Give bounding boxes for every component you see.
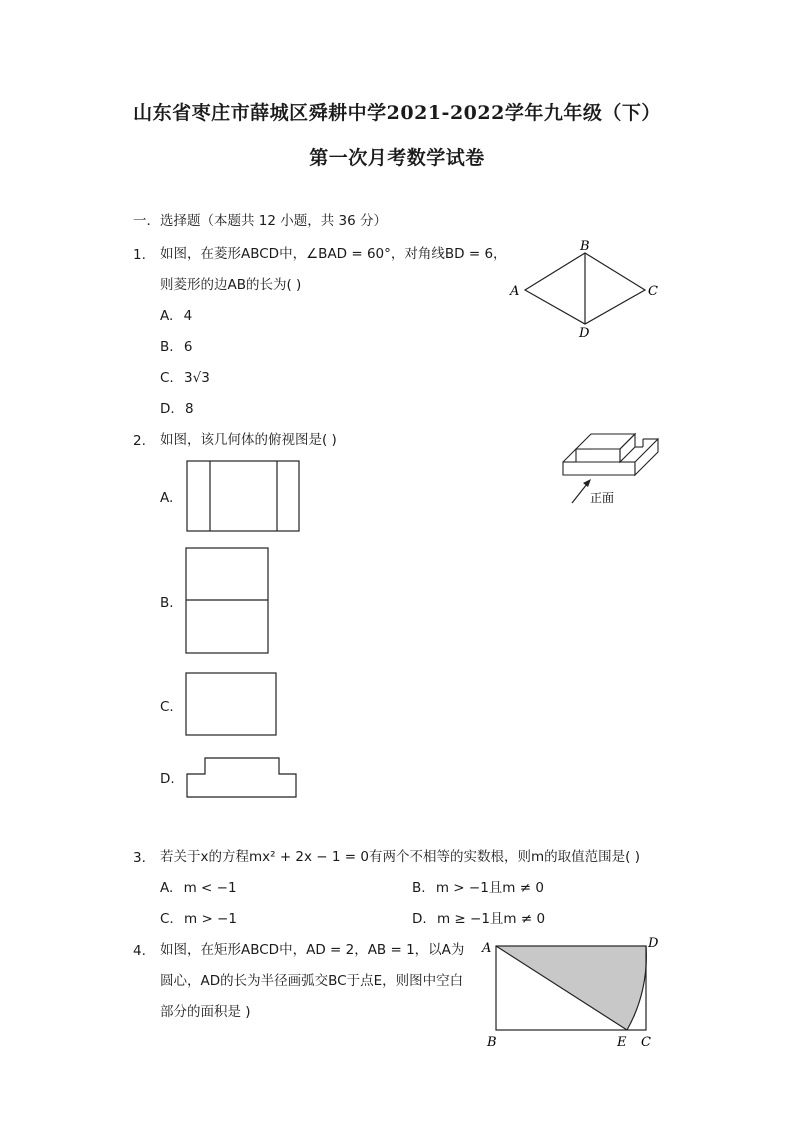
q2-option-b-figure[interactable]	[185, 547, 271, 657]
exam-title-line2: 第一次月考数学试卷	[309, 147, 485, 169]
q1-stem-line1: 如图，在菱形ABCD中，∠BAD = 60°，对角线BD = 6，	[160, 246, 507, 262]
q3-option-a-value: m < −1	[183, 880, 237, 896]
section-heading: 一．选择题（本题共 12 小题，共 36 分）	[133, 213, 388, 229]
q4-stem-line1: 如图，在矩形ABCD中，AD = 2，AB = 1，以A为	[160, 942, 465, 958]
q3-option-d-label: D.	[412, 911, 427, 927]
label-a: A	[510, 284, 520, 299]
exam-title-line1: 山东省枣庄市薛城区舜耕中学2021-2022学年九年级（下）	[133, 102, 661, 124]
q3-option-b-value: m > −1且m ≠ 0	[435, 880, 544, 896]
q3-option-a[interactable]	[160, 879, 237, 897]
q1-option-c[interactable]	[160, 369, 210, 387]
q3-option-a-label: A.	[160, 880, 174, 896]
q3-option-c[interactable]	[160, 910, 237, 928]
label-d: D	[648, 936, 659, 951]
q3-number: 3.	[133, 850, 146, 866]
q1-option-d[interactable]	[160, 400, 194, 418]
q1-option-b-value: 6	[183, 339, 193, 355]
front-view-caption: 正面	[590, 491, 615, 505]
q1-option-a[interactable]	[160, 307, 192, 325]
q1-option-b-label: B.	[160, 339, 174, 355]
label-c: C	[648, 284, 658, 299]
q1-option-b[interactable]	[160, 338, 192, 356]
q3-option-b[interactable]	[412, 879, 544, 897]
q1-option-a-value: 4	[183, 308, 193, 324]
q3-option-c-value: m > −1	[184, 911, 237, 927]
q4-rectangle-figure	[478, 934, 664, 1052]
q2-option-a-figure[interactable]	[186, 460, 302, 534]
q2-option-d-figure[interactable]	[185, 756, 299, 800]
q3-option-d[interactable]	[412, 910, 545, 928]
q1-option-c-label: C.	[160, 370, 174, 386]
q3-stem: 若关于x的方程mx² + 2x − 1 = 0有两个不相等的实数根，则m的取值范围是( )	[160, 849, 640, 865]
q4-stem-line2: 圆心，AD的长为半径画弧交BC于点E，则图中空白	[160, 973, 464, 989]
q2-option-c-label[interactable]: C.	[160, 699, 174, 715]
q2-option-c-figure[interactable]	[185, 672, 279, 738]
q1-option-d-label: D.	[160, 401, 175, 417]
q3-option-b-label: B.	[412, 880, 426, 896]
q1-option-a-label: A.	[160, 308, 174, 324]
q2-option-b-label[interactable]: B.	[160, 595, 174, 611]
label-e: E	[617, 1035, 627, 1050]
label-c: C	[641, 1035, 651, 1050]
q1-number: 1.	[133, 247, 146, 263]
q2-solid-figure	[558, 425, 662, 510]
label-a: A	[482, 941, 492, 956]
q1-option-d-value: 8	[184, 401, 194, 417]
q1-stem-line2: 则菱形的边AB的长为( )	[160, 277, 302, 293]
q3-option-d-value: m ≥ −1且m ≠ 0	[436, 911, 546, 927]
label-d: D	[579, 326, 590, 341]
q3-option-c-label: C.	[160, 911, 174, 927]
shaded-region	[496, 946, 646, 1030]
q1-option-c-value: 3√3	[184, 370, 210, 386]
label-b: B	[580, 239, 590, 254]
q2-option-d-label[interactable]: D.	[160, 771, 175, 787]
q2-option-a-label[interactable]: A.	[160, 490, 174, 506]
q2-stem: 如图，该几何体的俯视图是( )	[160, 432, 337, 448]
label-b: B	[487, 1035, 497, 1050]
q1-rhombus-figure	[505, 236, 665, 342]
q2-number: 2.	[133, 433, 146, 449]
q4-number: 4.	[133, 943, 146, 959]
q4-stem-line3: 部分的面积是 )	[160, 1004, 251, 1020]
